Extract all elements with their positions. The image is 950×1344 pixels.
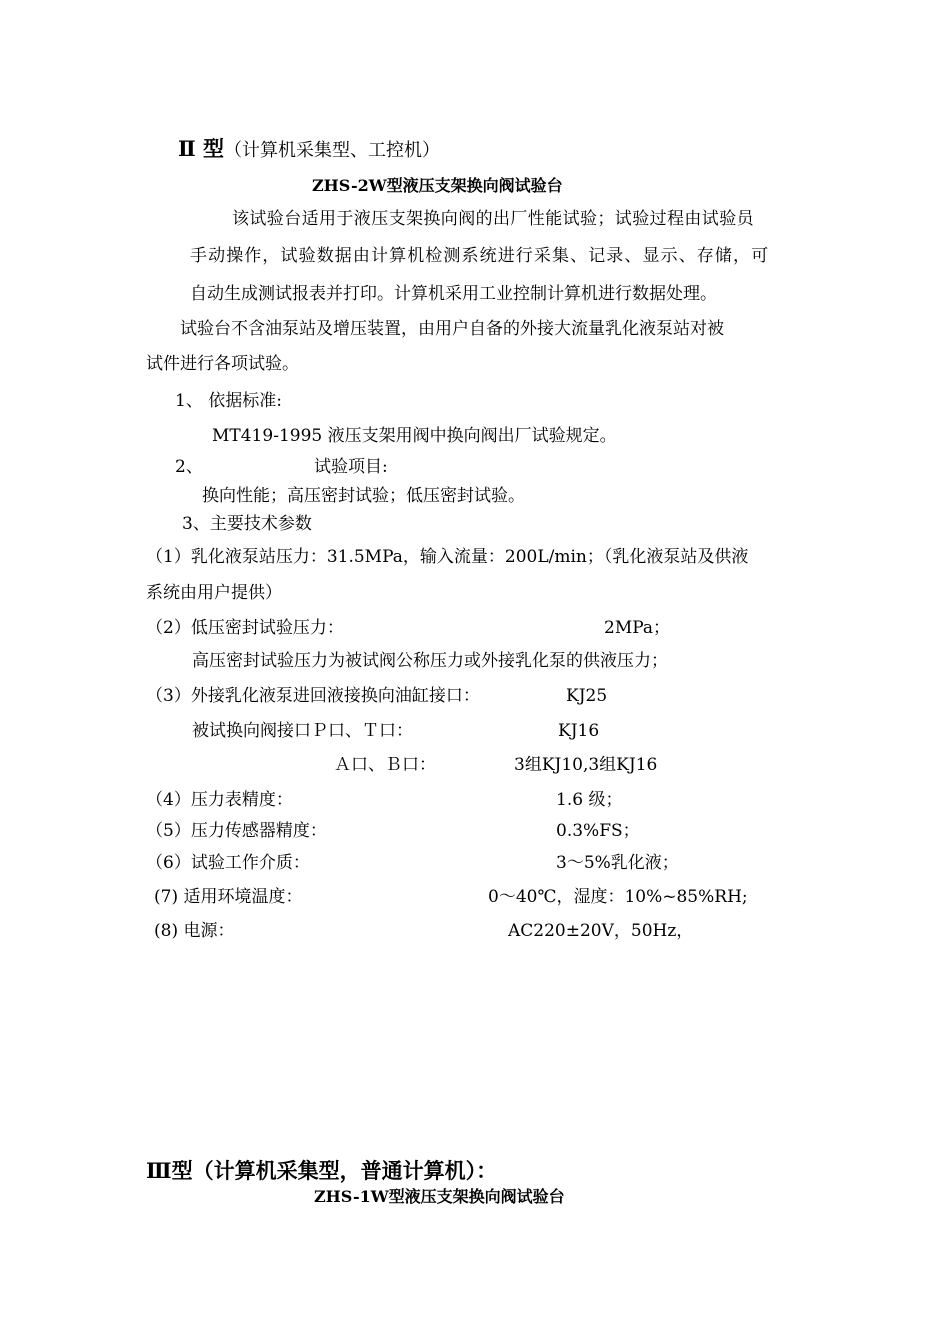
item-2-number: 2、 (175, 457, 203, 477)
param-8-value: AC220±20V，50Hz， (508, 921, 694, 941)
param-5-value: 0.3%FS； (556, 821, 640, 841)
param-2-value: 2MPa； (604, 618, 671, 638)
intro-line-5: 试件进行各项试验。 (146, 354, 299, 374)
param-3-label: （3）外接乳化液泵进回液接换向油缸接口： (146, 686, 480, 706)
section-3-title: ZHS-1W型液压支架换向阀试验台 (314, 1187, 565, 1206)
param-3-value: KJ25 (566, 686, 608, 706)
param-4-label: （4）压力表精度： (146, 790, 293, 810)
intro-line-4: 试验台不含油泵站及增压装置，由用户自备的外接大流量乳化液泵站对被 (180, 319, 724, 339)
section-2-title: ZHS-2W型液压支架换向阀试验台 (312, 176, 563, 195)
item-2-text: 换向性能；高压密封试验；低压密封试验。 (202, 486, 525, 506)
intro-line-1: 该试验台适用于液压支架换向阀的出厂性能试验；试验过程由试验员 (232, 209, 754, 229)
intro-line-2: 手动操作，试验数据由计算机检测系统进行采集、记录、显示、存储，可 (190, 246, 770, 266)
section-2-subtype: （计算机采集型、工控机） (224, 140, 441, 161)
param-1-line-1: （1）乳化液泵站压力：31.5MPa，输入流量：200L/min；（乳化液泵站及供液 (146, 547, 749, 567)
param-1-line-2: 系统由用户提供） (146, 583, 282, 603)
param-2-line-2: 高压密封试验压力为被试阀公称压力或外接乳化泵的供液压力； (192, 651, 668, 671)
param-3b-value: KJ16 (558, 721, 600, 741)
param-8-label: (8) 电源： (154, 921, 235, 941)
intro-line-3: 自动生成测试报表并打印。计算机采用工业控制计算机进行数据处理。 (190, 284, 717, 304)
param-3c-label: Ａ口、Ｂ口： (334, 755, 436, 775)
param-4-value: 1.6 级； (556, 790, 623, 810)
item-2-label: 试验项目: (314, 457, 388, 477)
param-7-label: (7) 适用环境温度： (154, 887, 303, 907)
item-1-label: 1、 依据标准: (175, 391, 282, 411)
item-3-label: 3、主要技术参数 (182, 514, 312, 534)
param-3c-value: 3组KJ10,3组KJ16 (514, 755, 658, 775)
section-3-heading: Ⅲ型（计算机采集型，普通计算机）： (146, 1158, 498, 1183)
param-6-value: 3～5%乳化液； (556, 853, 679, 873)
param-6-label: （6）试验工作介质： (146, 853, 310, 873)
param-5-label: （5）压力传感器精度： (146, 821, 327, 841)
section-2-type: Ⅱ 型 (178, 136, 225, 161)
param-2-label: （2）低压密封试验压力： (146, 618, 344, 638)
item-1-text: MT419-1995 液压支架用阀中换向阀出厂试验规定。 (212, 426, 617, 446)
param-7-value: 0～40℃，湿度：10%~85%RH; (488, 887, 748, 907)
section-2-heading (178, 136, 440, 164)
param-3b-label: 被试换向阀接口Ｐ口、Ｔ口： (192, 721, 413, 741)
